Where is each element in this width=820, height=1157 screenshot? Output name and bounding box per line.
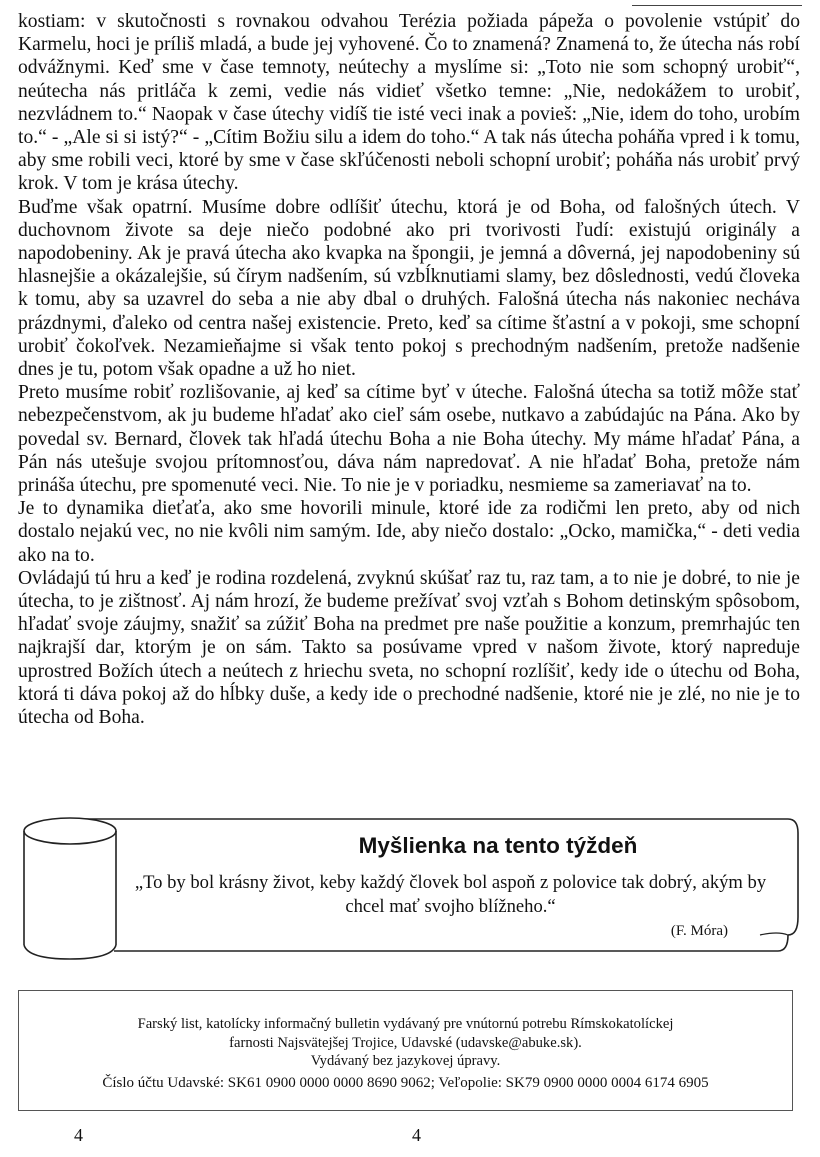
top-rule [632, 5, 802, 6]
thought-quote: „To by bol krásny život, keby každý človek bol aspoň z polovice tak dobrý, akým by chcel mať svojho blížneho.“ [134, 872, 767, 917]
imprint-line: Vydávaný bez jazykovej úpravy. [310, 1053, 501, 1069]
page-number-center: 4 [412, 1125, 421, 1145]
bank-account-line: Číslo účtu Udavské: SK61 0900 0000 0000 8690 9062; Veľopolie: SK79 0900 0000 0004 6174 6905 [102, 1075, 709, 1091]
imprint-line: Farský list, katolícky informačný bulletin vydávaný pre vnútornú potrebu Rímskokatolíckej [137, 1016, 674, 1032]
imprint-line: farnosti Najsvätejšej Trojice, Udavské (udavske@abuke.sk). [229, 1034, 582, 1051]
thought-author: (F. Móra) [670, 923, 728, 939]
thought-title: Myšlienka na tento týždeň [358, 833, 638, 858]
paragraph: Je to dynamika dieťaťa, ako sme hovorili minule, ktoré ide za rodičmi len preto, aby od nich dostalo nejakú vec, no nie kvôli nim samým. Ide, aby niečo dostalo: „Ocko, mamička,“ - deti vedia ako na to. [18, 498, 800, 566]
article-body [18, 10, 800, 729]
paragraph: kostiam: v skutočnosti s rovnakou odvahou Terézia požiada pápeža o povolenie vstúpiť do Karmelu, hoci je príliš mladá, a bude jej vyhovené. Čo to znamená? Znamená to, že útecha nás robí odvážnymi. Keď sme v čase temnoty, neútechy a myslíme si: „Toto nie som schopný urobiť“, neútecha nás pritláča k zemi, vedie nás vidieť všetko temne: „Nie, nedokážem to urobiť, nezvládnem to.“ Naopak v čase útechy vidíš tie isté veci inak a povieš: „Nie, idem do toho, urobím to.“ - „Ale si si istý?“ - „Cítim Božiu silu a idem do toho.“ A tak nás útecha poháňa vpred i k tomu, aby sme robili veci, ktoré by sme v čase skľúčenosti neboli schopní urobiť; poháňa nás urobiť prvý krok. V tom je krása útechy. [18, 11, 800, 195]
paragraph: Ovládajú tú hru a keď je rodina rozdelená, zvyknú skúšať raz tu, raz tam, a to nie je dobré, to nie je útecha, to je zištnosť. Aj nám hrozí, že budeme prežívať svoj vzťah s Bohom detinským spôsobom, hľadať svoje záujmy, snažiť sa zúžiť Boha na predmet pre naše použitie a konzum, premrhajúc ten najkrajší dar, ktorým je on sám. Takto sa posúvame vpred v našom živote, ktorý napreduje uprostred Božích útech a neútech z hriechu sveta, no schopní rozlíšiť, kedy ide o útechu od Boha, ktorá ti dáva pokoj až do hĺbky duše, a kedy ide o prechodné nadšenie, ktoré nie je zlé, no nie je to útecha od Boha. [18, 567, 800, 729]
paragraph: Preto musíme robiť rozlišovanie, aj keď sa cítime byť v úteche. Falošná útecha sa totiž môže stať nebezpečenstvom, ak ju budeme hľadať ako cieľ sám osebe, nutkavo a zabúdajúc na Pána. Ako by povedal sv. Bernard, človek tak hľadá útechu Boha a nie Boha útechy. My máme hľadať Pána, a Pán nás utešuje svojou prítomnosťou, dáva nám napredovať. A nie hľadať Boha, pretože nám prináša útechu, pre spomenuté veci. Nie. To nie je v poriadku, nesmieme sa zameriavať na to. [18, 382, 800, 497]
page-number-left: 4 [74, 1125, 83, 1145]
imprint-description [39, 1015, 772, 1071]
thought-of-week-box [18, 813, 800, 963]
paragraph: Buďme však opatrní. Musíme dobre odlíšiť útechu, ktorá je od Boha, od falošných útech. V duchovnom živote sa deje niečo podobné ako pri tvorivosti ľudí: existujú originály a napodobeniny. Ak je pravá útecha ako kvapka na špongii, je jemná a dôverná, jej napodobeniny sú hlasnejšie a okázalejšie, sú čírym nadšením, sú vzbĺknutiami slamy, bez dôslednosti, vedú človeka k tomu, aby sa uzavrel do seba a nie aby dbal o druhých. Falošná útecha nás nakoniec necháva prázdnymi, ďaleko od centra našej existencie. Preto, keď sa cítime šťastní a v pokoji, sme schopní urobiť čokoľvek. Nezamieňajme si však tento pokoj s prechodným nadšením, pretože nadšenie dnes je tu, potom však opadne a už ho niet. [18, 196, 800, 381]
imprint-box [18, 990, 793, 1111]
